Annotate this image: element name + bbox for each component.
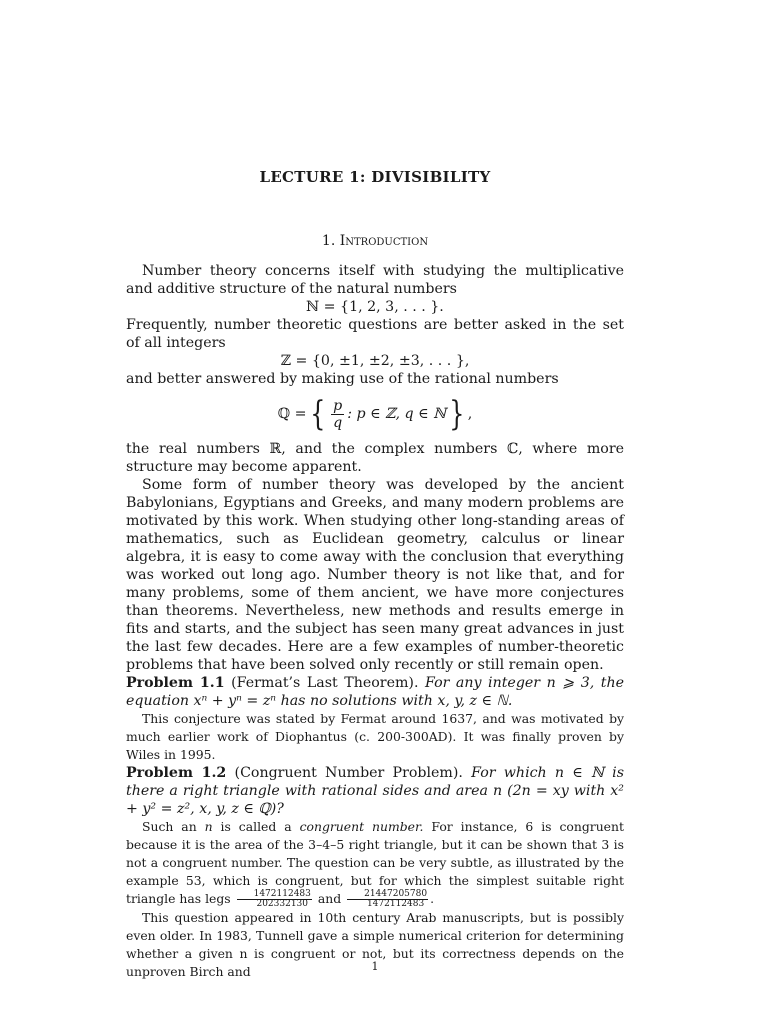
note-term: congruent number. bbox=[299, 819, 424, 834]
note-text: . bbox=[430, 891, 435, 906]
paragraph-reals: the real numbers ℝ, and the complex numbers ℂ, where more structure may become apparent. bbox=[126, 441, 624, 475]
problem-statement: For any integer n ⩾ 3, the equation xⁿ + yⁿ = zⁿ has no solutions with x, y, z ∈ ℕ. bbox=[126, 675, 625, 709]
paragraph-integers: Frequently, number theoretic questions are better asked in the set of all integers bbox=[126, 317, 624, 351]
note-text: is called a bbox=[220, 819, 292, 834]
fraction-numerator: 1472112483 bbox=[237, 890, 312, 900]
note-text: For instance, 6 is congruent because it is the area of the 3–4–5 right triangle, but it can be shown that 3 is not a congruent number. The question can be very subtle, as illustrated by the example 53, which is congruent, but for which the simplest suitable right triangle has legs bbox=[126, 819, 624, 906]
leg-fraction-2 bbox=[347, 890, 428, 909]
note-variable: n bbox=[204, 819, 213, 834]
problem-name: (Congruent Number Problem). bbox=[234, 765, 463, 781]
note-text: Such an bbox=[142, 819, 197, 834]
page-title: LECTURE 1: DIVISIBILITY bbox=[259, 168, 491, 186]
fraction-p-over-q bbox=[331, 398, 344, 431]
body-text bbox=[126, 262, 624, 981]
note-congruent bbox=[126, 818, 624, 909]
page bbox=[126, 0, 624, 1024]
leg-fraction-1 bbox=[237, 890, 312, 909]
fraction-denominator: 1472112483 bbox=[366, 899, 425, 909]
paragraph-intro: Number theory concerns itself with studying the multiplicative and additive structure of the natural numbers bbox=[126, 263, 624, 297]
note-fermat: This conjecture was stated by Fermat around 1637, and was motivated by much earlier work of Diophantus (c. 200-300AD). It was finally proven by Wiles in 1995. bbox=[126, 711, 624, 762]
fraction-denominator: q bbox=[333, 414, 343, 431]
note-tunnell: This question appeared in 10th century Arab manuscripts, but is possibly even older. In 1983, Tunnell gave a simple numerical criterion for determining whether a given n is congruent or not, but its correctness depends on the unproven Birch and bbox=[126, 910, 624, 979]
equation-tail: , bbox=[467, 406, 473, 422]
page-number: 1 bbox=[371, 960, 379, 973]
problem-1-2 bbox=[126, 764, 624, 818]
fraction-denominator: 202332130 bbox=[256, 899, 309, 909]
problem-label: Problem 1.2 bbox=[126, 765, 227, 781]
problem-1-1 bbox=[126, 674, 624, 710]
paragraph-rationals: and better answered by making use of the rational numbers bbox=[126, 371, 559, 387]
right-brace: } bbox=[449, 394, 465, 434]
equation-naturals: ℕ = {1, 2, 3, . . . }. bbox=[306, 299, 444, 315]
fraction-numerator: p bbox=[333, 397, 343, 414]
section-heading: 1. Introduction bbox=[321, 233, 429, 249]
set-condition: : p ∈ ℤ, q ∈ ℕ bbox=[347, 406, 447, 422]
fraction-numerator: 21447205780 bbox=[347, 890, 428, 900]
equation-lhs: ℚ = bbox=[277, 406, 307, 422]
equation-rationals bbox=[126, 388, 624, 440]
problem-label: Problem 1.1 bbox=[126, 675, 225, 691]
paragraph-history: Some form of number theory was developed by the ancient Babylonians, Egyptians and Greeks, and many modern problems are motivated by this work. When studying other long-standing areas of mathematics, such as Euclidean geometry, calculus or linear algebra, it is easy to come away with the conclusion that everything was worked out long ago. Number theory is not like that, and for many problems, some of them ancient, we have more conjectures than theorems. Nevertheless, new methods and results emerge in fits and starts, and the subject has seen many great advances in just the last few decades. Here are a few examples of number-theoretic problems that have been solved only recently or still remain open. bbox=[126, 477, 624, 673]
problem-name: (Fermat’s Last Theorem). bbox=[231, 675, 419, 691]
left-brace: { bbox=[309, 394, 325, 434]
problem-statement: For which n ∈ ℕ is there a right triangle with rational sides and area n (2n = xy with x² + y² = z², x, y, z ∈ ℚ)? bbox=[126, 765, 625, 817]
equation-integers: ℤ = {0, ±1, ±2, ±3, . . . }, bbox=[280, 353, 470, 369]
note-text: and bbox=[317, 891, 342, 906]
